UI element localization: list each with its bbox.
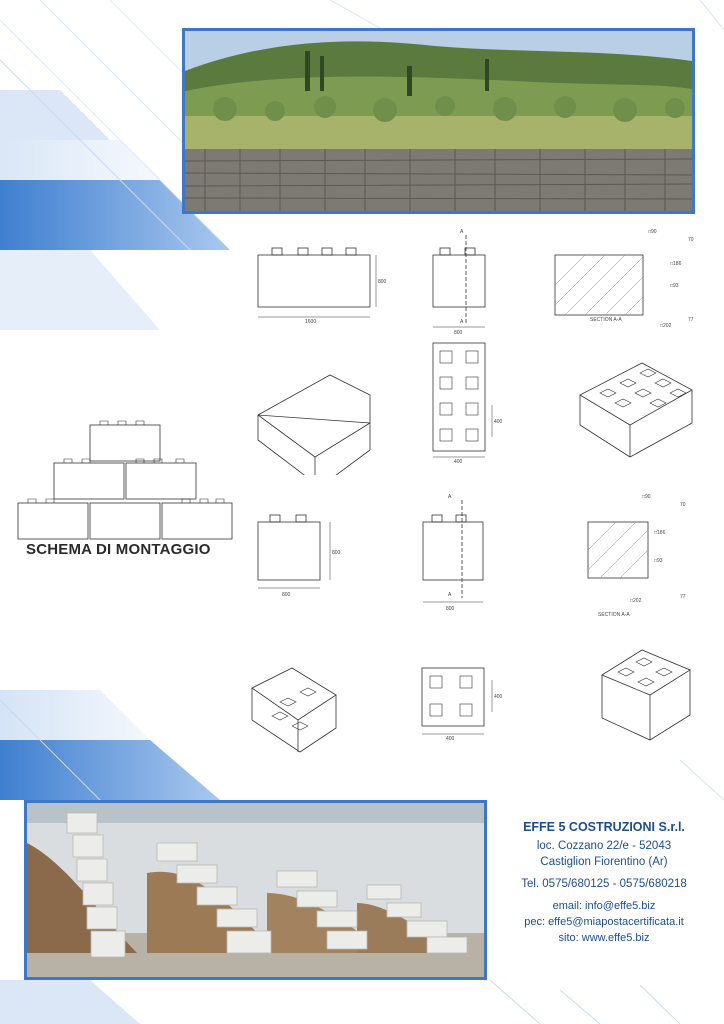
dim-top-height-small: 400 (494, 694, 503, 700)
company-phone: Tel. 0575/680125 - 0575/680218 (521, 878, 687, 890)
dim-front-width-large: 1600 (305, 319, 317, 325)
section-dim-4-small: 77 (680, 594, 686, 600)
dim-front-width-small: 800 (282, 592, 291, 598)
dim-side-width-large: 800 (454, 330, 463, 336)
section-dim-1-large: 70 (688, 237, 694, 243)
dim-top-height-large: 400 (494, 419, 503, 425)
cut-marker-top-large: A (460, 229, 464, 235)
front-view-large (258, 255, 370, 307)
landscape-photo (182, 28, 695, 214)
iso-top-small (602, 650, 690, 740)
iso-top-large (580, 363, 692, 457)
section-dim-3-large: □93 (670, 283, 679, 289)
section-view-small (588, 522, 648, 578)
section-dim-0-small: □90 (642, 494, 651, 500)
assembly-schema-drawing (16, 418, 238, 540)
dim-top-width-small: 400 (446, 736, 455, 742)
dim-front-height-large: 800 (378, 279, 387, 285)
company-email[interactable]: email: info@effe5.biz (552, 900, 656, 912)
cut-marker-bottom-large: A (460, 319, 464, 325)
section-dim-1-small: 70 (680, 502, 686, 508)
large-block-drawings (250, 225, 710, 475)
cut-marker-bottom-small: A (448, 592, 452, 598)
dim-side-width-small: 800 (446, 606, 455, 612)
small-block-drawings (250, 490, 710, 760)
company-pec[interactable]: pec: effe5@miapostacertificata.it (524, 916, 684, 928)
schema-title: SCHEMA DI MONTAGGIO (26, 541, 211, 558)
warehouse-illustration (27, 803, 484, 977)
dim-front-height-small: 800 (332, 550, 341, 556)
landscape-illustration (185, 31, 692, 211)
iso-bottom-small (252, 668, 336, 752)
cut-marker-top-small: A (448, 494, 452, 500)
section-dim-3-small: □93 (654, 558, 663, 564)
section-dim-5-small: □202 (630, 598, 642, 604)
side-view-large (433, 255, 485, 307)
section-dim-4-large: 77 (688, 317, 694, 323)
section-dim-5-large: □202 (660, 323, 672, 329)
company-name: EFFE 5 COSTRUZIONI S.r.l. (523, 820, 685, 834)
section-dim-2-small: □186 (654, 530, 666, 536)
section-label-small: SECTION A-A (598, 612, 630, 618)
company-website[interactable]: sito: www.effe5.biz (558, 932, 650, 944)
front-view-small (258, 522, 320, 580)
section-dim-2-large: □186 (670, 261, 682, 267)
side-view-small (423, 522, 483, 580)
company-info (496, 820, 712, 946)
section-view-large (555, 255, 643, 315)
dim-top-width-large: 400 (454, 459, 463, 465)
iso-bottom-large (258, 375, 370, 475)
section-label-large: SECTION A-A (590, 317, 622, 323)
company-address-1: loc. Cozzano 22/e - 52043 (536, 840, 672, 852)
top-view-small (422, 668, 484, 726)
warehouse-photo (24, 800, 487, 980)
company-address-2: Castiglion Fiorentino (Ar) (540, 856, 668, 868)
section-dim-0-large: □90 (648, 229, 657, 235)
top-view-large (433, 343, 485, 451)
